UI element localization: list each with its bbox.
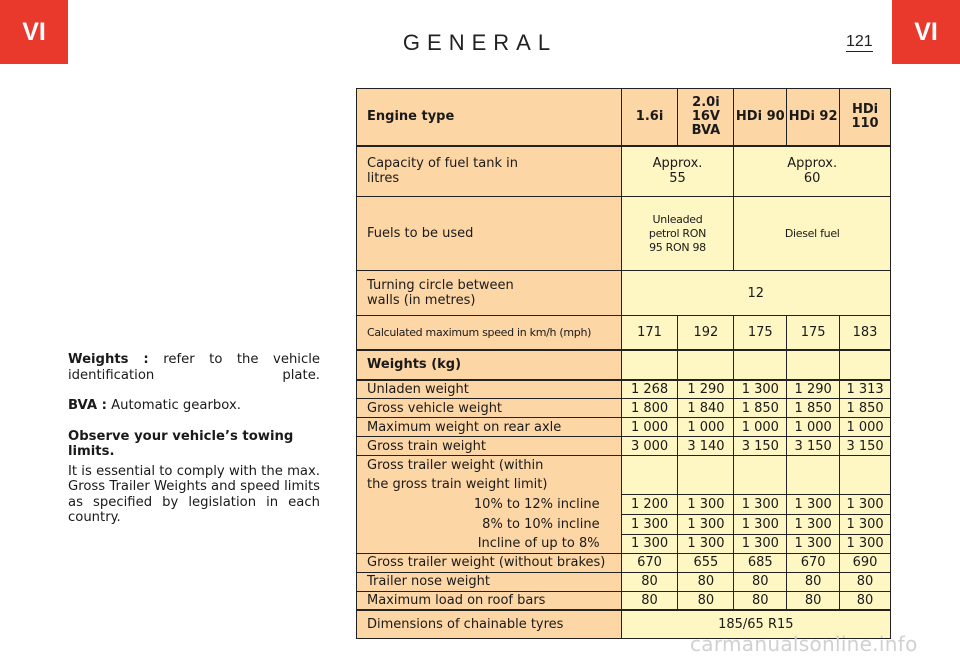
weight-value: 80 [678, 572, 734, 591]
incline-value: 1 300 [621, 534, 678, 553]
weight-value: 3 150 [734, 437, 787, 456]
weight-value: 1 290 [787, 380, 840, 399]
empty-cell [621, 456, 678, 495]
weight-value: 3 150 [787, 437, 840, 456]
weight-value: 1 000 [678, 418, 734, 437]
weight-value: 80 [621, 572, 678, 591]
weight-row-label: Maximum load on roof bars [357, 591, 622, 610]
bva-note [68, 398, 320, 414]
incline-row [357, 514, 891, 534]
fuel-tank-petrol: Approx. 55 [621, 146, 734, 197]
notes-column [68, 352, 320, 541]
bva-note-text: Automatic gearbox. [111, 398, 241, 413]
weight-row [357, 418, 891, 437]
incline-value: 1 200 [621, 494, 678, 514]
incline-value: 1 300 [621, 514, 678, 534]
weight-row [357, 437, 891, 456]
weight-value: 1 850 [840, 399, 891, 418]
watermark: carmanualsonline.info [690, 632, 918, 656]
engine-col-header: HDi 92 [787, 89, 840, 146]
fuels-diesel: Diesel fuel [734, 197, 891, 271]
weights-heading: Weights (kg) [357, 350, 622, 380]
gross-trailer-label [357, 456, 622, 495]
weight-row [357, 591, 891, 610]
weight-value: 685 [734, 553, 787, 572]
max-speed-value: 192 [678, 316, 734, 350]
incline-label: 8% to 10% incline [357, 514, 622, 534]
weight-value: 1 268 [621, 380, 678, 399]
incline-value: 1 300 [840, 514, 891, 534]
incline-value: 1 300 [840, 534, 891, 553]
weight-row-label: Gross trailer weight (without brakes) [357, 553, 622, 572]
tyres-label: Dimensions of chainable tyres [357, 610, 622, 638]
weight-row [357, 380, 891, 399]
fuel-tank-diesel: Approx. 60 [734, 146, 891, 197]
incline-row [357, 494, 891, 514]
weight-value: 655 [678, 553, 734, 572]
weight-value: 1 290 [678, 380, 734, 399]
weight-value: 1 850 [734, 399, 787, 418]
tyres-value: 185/65 R15 [621, 610, 890, 638]
incline-value: 1 300 [840, 494, 891, 514]
empty-cell [840, 456, 891, 495]
incline-label: 10% to 12% incline [357, 494, 622, 514]
max-speed-label: Calculated maximum speed in km/h (mph) [357, 316, 622, 350]
weight-row-label: Gross train weight [357, 437, 622, 456]
weights-note-label: Weights : [68, 352, 149, 367]
incline-row [357, 534, 891, 553]
weight-row [357, 399, 891, 418]
weight-value: 670 [621, 553, 678, 572]
weight-row-label: Unladen weight [357, 380, 622, 399]
weight-value: 80 [734, 591, 787, 610]
max-speed-value: 175 [787, 316, 840, 350]
weight-value: 1 000 [734, 418, 787, 437]
incline-value: 1 300 [678, 494, 734, 514]
weight-row-label: Maximum weight on rear axle [357, 418, 622, 437]
max-speed-value: 175 [734, 316, 787, 350]
weight-value: 1 850 [787, 399, 840, 418]
engine-col-header: 2.0i 16V BVA [678, 89, 734, 146]
empty-cell [678, 350, 734, 380]
engine-col-header: HDi 110 [840, 89, 891, 146]
engine-col-header: HDi 90 [734, 89, 787, 146]
turning-circle-label: Turning circle between walls (in metres) [357, 271, 622, 316]
weight-value: 80 [678, 591, 734, 610]
empty-cell [734, 350, 787, 380]
max-speed-value: 171 [621, 316, 678, 350]
fuels-row [357, 197, 891, 271]
gross-trailer-label-line2: the gross train weight limit) [367, 477, 548, 492]
weight-value: 1 313 [840, 380, 891, 399]
towing-heading-text: Observe your vehicle’s towing limits. [68, 428, 294, 459]
weight-value: 80 [840, 572, 891, 591]
gross-trailer-label-line1: Gross trailer weight (within [367, 458, 544, 473]
weight-value: 3 150 [840, 437, 891, 456]
weight-value: 1 800 [621, 399, 678, 418]
empty-cell [840, 350, 891, 380]
chapter-tab-right: VI [892, 0, 960, 64]
weight-value: 80 [621, 591, 678, 610]
weights-note-text: refer to the vehicle identification plate. [68, 352, 320, 383]
weight-value: 3 000 [621, 437, 678, 456]
weight-value: 80 [840, 591, 891, 610]
weight-row [357, 572, 891, 591]
empty-cell [787, 456, 840, 495]
weight-value: 80 [734, 572, 787, 591]
incline-label: Incline of up to 8% [357, 534, 622, 553]
fuels-petrol: Unleaded petrol RON 95 RON 98 [621, 197, 734, 271]
weight-value: 1 300 [734, 380, 787, 399]
incline-value: 1 300 [678, 534, 734, 553]
turning-circle-row [357, 271, 891, 316]
incline-value: 1 300 [787, 494, 840, 514]
towing-heading [68, 429, 320, 460]
incline-value: 1 300 [734, 514, 787, 534]
gross-trailer-heading-row [357, 456, 891, 495]
weight-value: 3 140 [678, 437, 734, 456]
incline-value: 1 300 [678, 514, 734, 534]
empty-cell [678, 456, 734, 495]
page-number: 121 [846, 33, 873, 50]
incline-value: 1 300 [787, 534, 840, 553]
weight-value: 80 [787, 572, 840, 591]
incline-value: 1 300 [734, 494, 787, 514]
weights-note [68, 352, 320, 383]
weight-value: 1 840 [678, 399, 734, 418]
max-speed-row [357, 316, 891, 350]
weight-value: 670 [787, 553, 840, 572]
weight-value: 80 [787, 591, 840, 610]
weight-row-label: Trailer nose weight [357, 572, 622, 591]
empty-cell [787, 350, 840, 380]
turning-circle-value: 12 [621, 271, 890, 316]
fuel-tank-label: Capacity of fuel tank in litres [357, 146, 622, 197]
fuel-tank-row [357, 146, 891, 197]
weights-heading-row [357, 350, 891, 380]
bva-note-label: BVA : [68, 398, 107, 413]
incline-value: 1 300 [787, 514, 840, 534]
weight-value: 690 [840, 553, 891, 572]
chapter-tab-left: VI [0, 0, 68, 64]
max-speed-value: 183 [840, 316, 891, 350]
engine-col-header: 1.6i [621, 89, 678, 146]
engine-type-label: Engine type [357, 89, 622, 146]
weight-value: 1 000 [787, 418, 840, 437]
weight-value: 1 000 [621, 418, 678, 437]
chapter-title: GENERAL [402, 30, 558, 55]
weight-row [357, 553, 891, 572]
empty-cell [621, 350, 678, 380]
empty-cell [734, 456, 787, 495]
towing-text: It is essential to comply with the max. Gross Trailer Weights and speed limits as specified by legislation in each country. [68, 463, 320, 525]
engine-type-row [357, 89, 891, 146]
fuels-label: Fuels to be used [357, 197, 622, 271]
specifications-table [356, 88, 891, 639]
incline-value: 1 300 [734, 534, 787, 553]
weight-value: 1 000 [840, 418, 891, 437]
weight-row-label: Gross vehicle weight [357, 399, 622, 418]
